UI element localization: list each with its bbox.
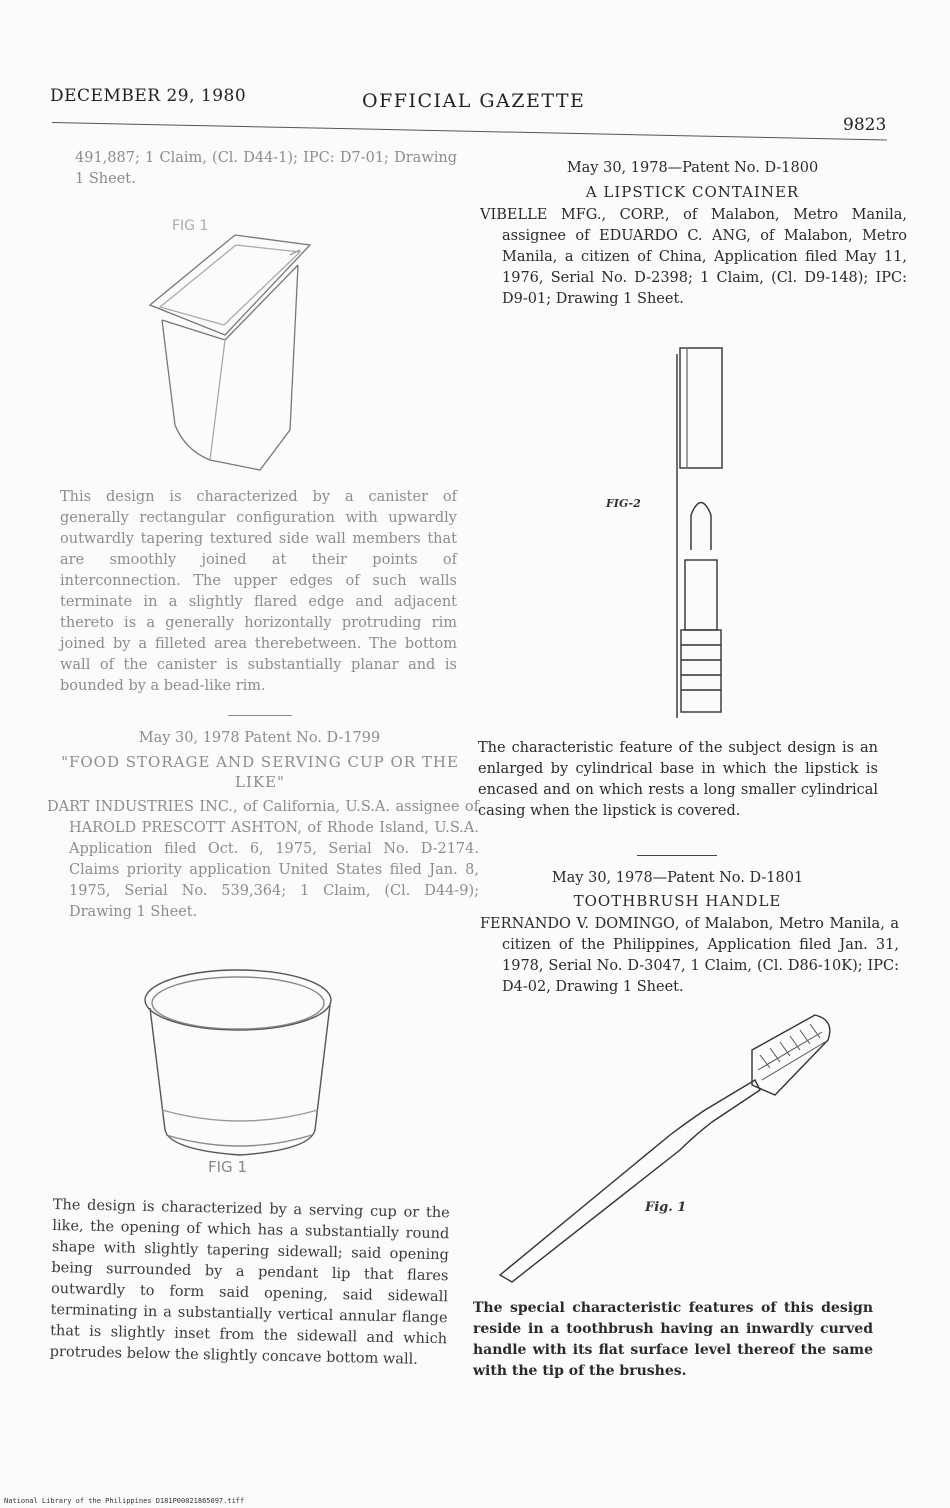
lipstick-description: The characteristic feature of the subject design is an enlarged by cylindrical base in which the lipstick is encased and on which rests a long smaller cylindrical casing when the lipstick is covered. — [478, 740, 878, 819]
continued-patent-text: 491,887; 1 Claim, (Cl. D44-1); IPC: D7-01; Drawing 1 Sheet. — [75, 150, 457, 187]
header-rule — [52, 122, 887, 140]
patent-d1799-assignee: DART INDUSTRIES INC. — [47, 799, 234, 815]
patent-d1800-date: May 30, 1978—Patent No. D-1800 — [566, 160, 819, 176]
patent-d1799-body — [47, 797, 479, 923]
scan-footer: National Library of the Philippines D181P00021865097.tiff — [4, 1497, 245, 1505]
patent-d1801-assignee: FERNANDO V. DOMINGO — [480, 916, 675, 932]
patent-d1800-details: , of Malabon, Metro Manila, assignee of EDUARDO C. ANG, of Malabon, Metro Manila, a citizen of China, Application filed May 11, 1976, Serial No. D-2398; 1 Claim, (Cl. D9-148); IPC: D9-01; Drawing 1 Sheet. — [502, 207, 907, 307]
lipstick-fig-label: FIG-2 — [606, 497, 641, 510]
gazette-title: OFFICIAL GAZETTE — [362, 90, 586, 112]
canister-description: This design is characterized by a canister of generally rectangular configuration with upwardly outwardly tapering textured side wall members that are smoothly joined at their points of interconnection. The upper edges of such walls terminate in a slightly flared edge and adjacent thereto is a generally horizontally protruding rim joined by a filleted area therebetween. The bottom wall of the canister is substantially planar and is bounded by a bead-like rim. — [60, 489, 457, 694]
patent-d1800-title: A LIPSTICK CONTAINER — [585, 183, 800, 201]
patent-d1801-date: May 30, 1978—Patent No. D-1801 — [551, 870, 804, 886]
patent-d1801-details: , of Malabon, Metro Manila, a citizen of the Philippines, Application filed Jan. 31, 1978, Serial No. D-3047, 1 Claim, (Cl. D86-10K); IPC: D4-02, Drawing 1 Sheet. — [502, 916, 900, 995]
patent-d1799-details: , of California, U.S.A. assignee of HAROLD PRESCOTT ASHTON, of Rhode Island, U.S.A. Application filed Oct. 6, 1975, Serial No. D-2174. Claims priority application United States filed Jan. 8, 1975, Serial No. 539,364; 1 Claim, (Cl. D44-9); Drawing 1 Sheet. — [69, 799, 480, 920]
patent-d1799-title: "FOOD STORAGE AND SERVING CUP OR THE LIKE" — [61, 753, 459, 791]
lipstick-drawing — [665, 340, 735, 720]
page-number: 9823 — [843, 115, 887, 135]
fig1-label: FIG 1 — [172, 218, 209, 234]
fig2-label: FIG 1 — [208, 1158, 247, 1176]
toothbrush-fig-label: Fig. 1 — [645, 1200, 687, 1215]
patent-d1801-title: TOOTHBRUSH HANDLE — [573, 892, 782, 910]
separator-2 — [637, 855, 717, 856]
toothbrush-drawing — [490, 1010, 850, 1290]
canister-drawing — [140, 225, 320, 480]
patent-d1800-assignee: VIBELLE MFG., CORP. — [480, 207, 665, 223]
header-date: DECEMBER 29, 1980 — [50, 86, 247, 106]
serving-cup-drawing — [140, 960, 340, 1170]
patent-d1801-body — [480, 914, 899, 998]
toothbrush-description: The special characteristic features of this design reside in a toothbrush having an inwardly curved handle with its flat surface level thereof the same with the tip of the brushes. — [473, 1300, 873, 1379]
separator-1 — [228, 715, 292, 716]
patent-d1800-body — [480, 205, 907, 310]
patent-d1799-date: May 30, 1978 Patent No. D-1799 — [138, 730, 381, 746]
cup-description: The design is characterized by a serving cup or the like, the opening of which has a substantially round shape with slightly tapering sidewall; said opening being surrounded by a pendant lip that flares outwardly to form said opening, said sidewall terminating in a substantially vertical annular flange that is slightly inset from the sidewall and which protrudes below the slightly concave bottom wall. — [49, 1196, 450, 1368]
